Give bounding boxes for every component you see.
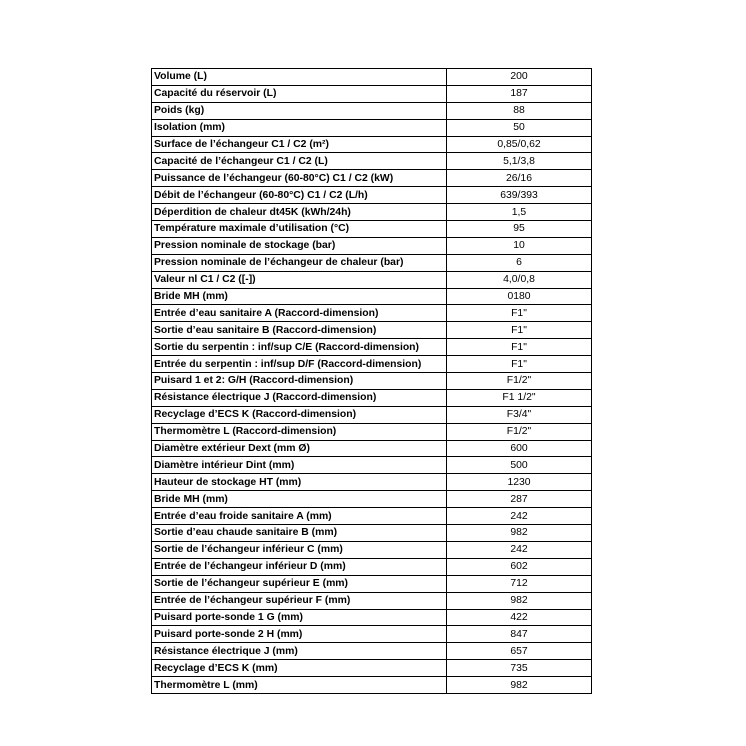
table-row bbox=[152, 389, 592, 406]
table-row bbox=[152, 558, 592, 575]
spec-value: 5,1/3,8 bbox=[447, 153, 592, 170]
spec-value: F1 1/2" bbox=[447, 389, 592, 406]
spec-value: 187 bbox=[447, 85, 592, 102]
spec-value: 287 bbox=[447, 491, 592, 508]
spec-value: 0180 bbox=[447, 288, 592, 305]
table-row bbox=[152, 508, 592, 525]
spec-label: Diamètre intérieur Dint (mm) bbox=[152, 457, 447, 474]
spec-label: Entrée d’eau froide sanitaire A (mm) bbox=[152, 508, 447, 525]
spec-label: Entrée de l’échangeur supérieur F (mm) bbox=[152, 592, 447, 609]
spec-value: 4,0/0,8 bbox=[447, 271, 592, 288]
spec-label: Volume (L) bbox=[152, 69, 447, 86]
spec-value: 200 bbox=[447, 69, 592, 86]
table-row bbox=[152, 271, 592, 288]
spec-value: 982 bbox=[447, 525, 592, 542]
spec-value: 500 bbox=[447, 457, 592, 474]
spec-label: Sortie de l’échangeur supérieur E (mm) bbox=[152, 575, 447, 592]
spec-value: 422 bbox=[447, 609, 592, 626]
spec-value: 10 bbox=[447, 237, 592, 254]
table-row bbox=[152, 119, 592, 136]
spec-label: Entrée de l’échangeur inférieur D (mm) bbox=[152, 558, 447, 575]
spec-label: Poids (kg) bbox=[152, 102, 447, 119]
table-row bbox=[152, 288, 592, 305]
spec-label: Recyclage d’ECS K (mm) bbox=[152, 660, 447, 677]
spec-label: Bride MH (mm) bbox=[152, 491, 447, 508]
spec-value: 1230 bbox=[447, 474, 592, 491]
table-row bbox=[152, 541, 592, 558]
table-row bbox=[152, 626, 592, 643]
spec-value: 242 bbox=[447, 508, 592, 525]
spec-label: Diamètre extérieur Dext (mm Ø) bbox=[152, 440, 447, 457]
spec-value: F1/2" bbox=[447, 373, 592, 390]
spec-value: F1" bbox=[447, 322, 592, 339]
spec-label: Sortie du serpentin : inf/sup C/E (Raccord-dimension) bbox=[152, 339, 447, 356]
spec-label: Capacité de l’échangeur C1 / C2 (L) bbox=[152, 153, 447, 170]
table-row bbox=[152, 406, 592, 423]
spec-value: F1" bbox=[447, 356, 592, 373]
table-row bbox=[152, 69, 592, 86]
spec-label: Isolation (mm) bbox=[152, 119, 447, 136]
spec-label: Débit de l’échangeur (60-80°C) C1 / C2 (L/h) bbox=[152, 187, 447, 204]
table-row bbox=[152, 136, 592, 153]
spec-value: F1" bbox=[447, 305, 592, 322]
table-row bbox=[152, 643, 592, 660]
table-row bbox=[152, 440, 592, 457]
table-row bbox=[152, 457, 592, 474]
spec-value: 0,85/0,62 bbox=[447, 136, 592, 153]
table-row bbox=[152, 322, 592, 339]
table-row bbox=[152, 373, 592, 390]
table-row bbox=[152, 474, 592, 491]
spec-value: 602 bbox=[447, 558, 592, 575]
table-row bbox=[152, 254, 592, 271]
table-row bbox=[152, 491, 592, 508]
spec-value: 50 bbox=[447, 119, 592, 136]
table-row bbox=[152, 153, 592, 170]
table-row bbox=[152, 575, 592, 592]
spec-label: Thermomètre L (Raccord-dimension) bbox=[152, 423, 447, 440]
spec-label: Entrée du serpentin : inf/sup D/F (Raccord-dimension) bbox=[152, 356, 447, 373]
spec-value: 735 bbox=[447, 660, 592, 677]
table-row bbox=[152, 187, 592, 204]
table-row bbox=[152, 85, 592, 102]
spec-label: Résistance électrique J (mm) bbox=[152, 643, 447, 660]
spec-label: Entrée d’eau sanitaire A (Raccord-dimension) bbox=[152, 305, 447, 322]
spec-value: 95 bbox=[447, 221, 592, 238]
spec-label: Résistance électrique J (Raccord-dimension) bbox=[152, 389, 447, 406]
spec-label: Puissance de l’échangeur (60-80°C) C1 / C2 (kW) bbox=[152, 170, 447, 187]
table-row bbox=[152, 356, 592, 373]
table-row bbox=[152, 660, 592, 677]
table-row bbox=[152, 170, 592, 187]
spec-label: Thermomètre L (mm) bbox=[152, 677, 447, 694]
spec-value: 1,5 bbox=[447, 204, 592, 221]
specifications-table-body bbox=[152, 69, 592, 694]
spec-value: 982 bbox=[447, 677, 592, 694]
table-row bbox=[152, 609, 592, 626]
spec-label: Température maximale d’utilisation (°C) bbox=[152, 221, 447, 238]
spec-value: 847 bbox=[447, 626, 592, 643]
spec-value: 26/16 bbox=[447, 170, 592, 187]
table-row bbox=[152, 204, 592, 221]
spec-label: Recyclage d’ECS K (Raccord-dimension) bbox=[152, 406, 447, 423]
spec-value: 242 bbox=[447, 541, 592, 558]
spec-label: Valeur nl C1 / C2 ([-]) bbox=[152, 271, 447, 288]
specifications-table bbox=[151, 68, 592, 694]
spec-label: Surface de l’échangeur C1 / C2 (m²) bbox=[152, 136, 447, 153]
spec-label: Sortie d’eau chaude sanitaire B (mm) bbox=[152, 525, 447, 542]
table-row bbox=[152, 237, 592, 254]
spec-label: Capacité du réservoir (L) bbox=[152, 85, 447, 102]
spec-value: 6 bbox=[447, 254, 592, 271]
spec-label: Hauteur de stockage HT (mm) bbox=[152, 474, 447, 491]
table-row bbox=[152, 339, 592, 356]
table-row bbox=[152, 305, 592, 322]
spec-label: Pression nominale de stockage (bar) bbox=[152, 237, 447, 254]
spec-label: Pression nominale de l’échangeur de chaleur (bar) bbox=[152, 254, 447, 271]
spec-label: Puisard porte-sonde 2 H (mm) bbox=[152, 626, 447, 643]
spec-value: 639/393 bbox=[447, 187, 592, 204]
spec-value: F1" bbox=[447, 339, 592, 356]
spec-value: 88 bbox=[447, 102, 592, 119]
table-row bbox=[152, 592, 592, 609]
spec-label: Sortie d’eau sanitaire B (Raccord-dimension) bbox=[152, 322, 447, 339]
table-row bbox=[152, 677, 592, 694]
spec-value: F1/2" bbox=[447, 423, 592, 440]
spec-value: 600 bbox=[447, 440, 592, 457]
spec-label: Déperdition de chaleur dt45K (kWh/24h) bbox=[152, 204, 447, 221]
spec-label: Puisard porte-sonde 1 G (mm) bbox=[152, 609, 447, 626]
table-row bbox=[152, 221, 592, 238]
table-row bbox=[152, 525, 592, 542]
spec-value: 657 bbox=[447, 643, 592, 660]
spec-label: Puisard 1 et 2: G/H (Raccord-dimension) bbox=[152, 373, 447, 390]
table-row bbox=[152, 423, 592, 440]
spec-label: Bride MH (mm) bbox=[152, 288, 447, 305]
spec-value: 982 bbox=[447, 592, 592, 609]
spec-label: Sortie de l’échangeur inférieur C (mm) bbox=[152, 541, 447, 558]
table-row bbox=[152, 102, 592, 119]
spec-value: F3/4" bbox=[447, 406, 592, 423]
spec-value: 712 bbox=[447, 575, 592, 592]
